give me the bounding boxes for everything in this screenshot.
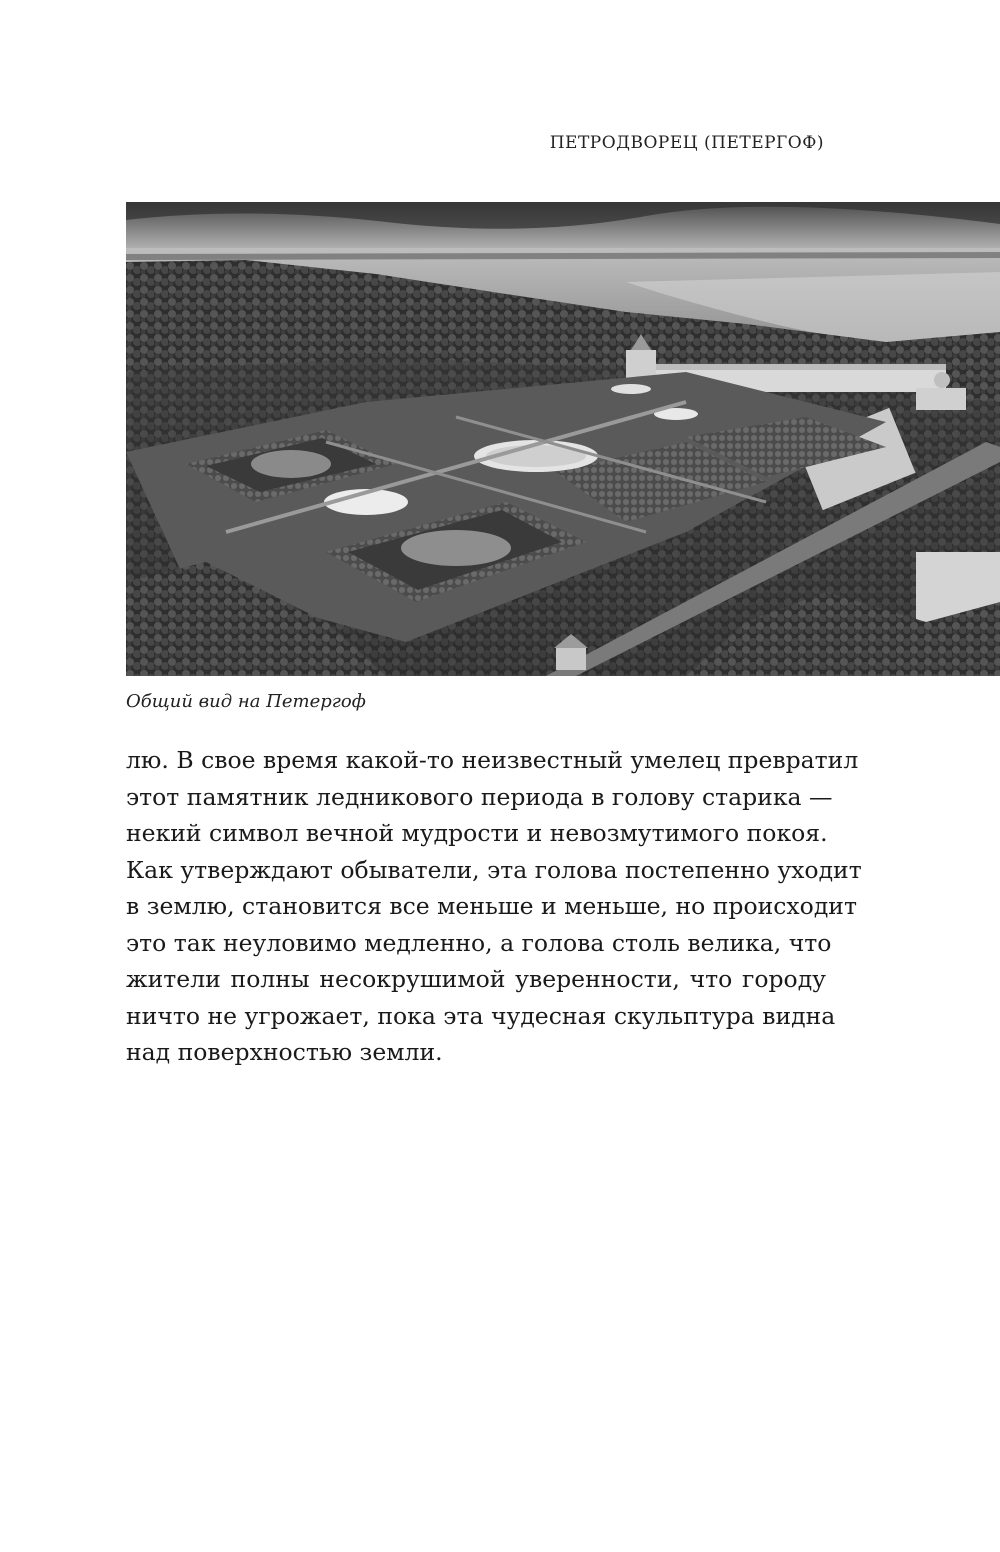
- text-line: жители полны несокрушимой уверенности, что городу: [126, 965, 826, 993]
- running-header: ПЕТРОДВОРЕЦ (ПЕТЕРГОФ): [549, 133, 824, 153]
- aerial-photo-illustration: [126, 202, 1000, 676]
- text-line: Как утверждают обыватели, эта голова постепенно уходит: [126, 855, 862, 884]
- body-paragraph: [126, 742, 862, 1071]
- text-line: над поверхностью земли.: [126, 1038, 443, 1066]
- aerial-photo-peterhof: [126, 202, 1000, 676]
- text-line: некий символ вечной мудрости и невозмутимого покоя.: [126, 819, 828, 847]
- figure-caption: Общий вид на Петергоф: [126, 691, 366, 712]
- text-line: этот памятник ледникового периода в голову старика —: [126, 782, 833, 811]
- text-line: лю. В свое время какой-то неизвестный умелец превратил: [126, 746, 859, 774]
- text-line: это так неуловимо медленно, а голова столь велика, что: [126, 928, 832, 957]
- text-line: в землю, становится все меньше и меньше, но происходит: [126, 892, 857, 920]
- text-line: ничто не угрожает, пока эта чудесная скульптура видна: [126, 1001, 836, 1030]
